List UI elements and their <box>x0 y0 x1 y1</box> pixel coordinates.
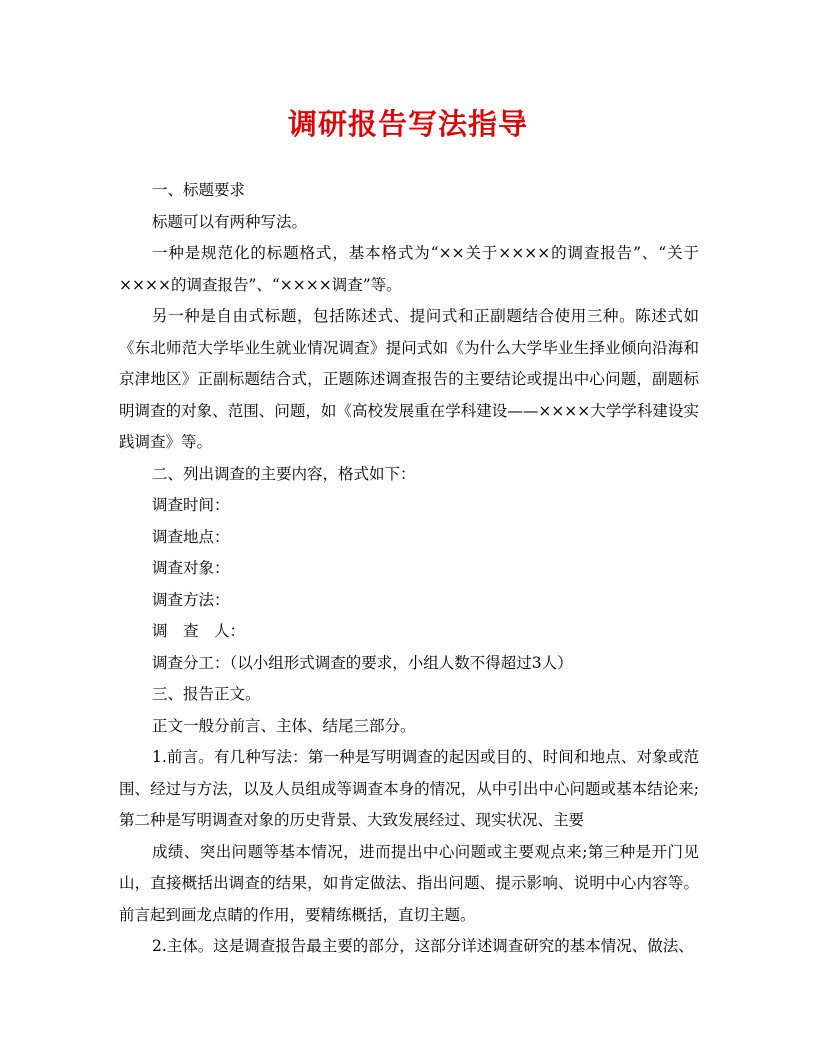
section-heading: 一、标题要求 <box>152 181 246 199</box>
paragraph: 一种是规范化的标题格式，基本格式为“××关于××××的调查报告”、“关于××××的调查报告”、“××××调查”等。 <box>119 244 699 294</box>
paragraph: 另一种是自由式标题，包括陈述式、提问式和正副题结合使用三种。陈述式如《东北师范大学毕业生就业情况调查》提问式如《为什么大学毕业生择业倾向沿海和京津地区》正副标题结合式，正题陈述调查报告的主要结论或提出中心问题，副题标明调查的对象、范围、问题，如《高校发展重在学科建设——××××大学学科建设实践调查》等。 <box>119 307 699 451</box>
paragraph: 标题可以有两种写法。 <box>152 212 308 231</box>
form-field-line: 调 查 人： <box>152 622 246 640</box>
form-field-line: 调查对象： <box>152 559 230 577</box>
form-field-line: 调查地点： <box>152 527 230 546</box>
document-title: 调研报告写法指导 <box>287 107 528 141</box>
document-body <box>119 175 699 963</box>
paragraph: 1.前言。有几种写法：第一种是写明调查的起因或目的、时间和地点、对象或范围、经过与方法，以及人员组成等调查本身的情况，从中引出中心问题或基本结论来;第二种是写明调查对象的历史背景、大致发展经过、现实状况、主要 <box>119 748 699 829</box>
form-field-line: 调查分工：（以小组形式调查的要求，小组人数不得超过3人） <box>152 653 573 672</box>
paragraph: 正文一般分前言、主体、结尾三部分。 <box>152 716 416 735</box>
form-field-line: 调查方法： <box>152 590 230 609</box>
paragraph: 成绩、突出问题等基本情况，进而提出中心问题或主要观点来;第三种是开门见山，直接概括出调查的结果，如肯定做法、指出问题、提示影响、说明中心内容等。前言起到画龙点睛的作用，要精练概括，直切主题。 <box>119 842 699 924</box>
section-heading: 三、报告正文。 <box>152 685 261 703</box>
form-field-line: 调查时间： <box>152 496 230 514</box>
section-heading: 二、列出调查的主要内容，格式如下： <box>152 464 416 483</box>
paragraph: 2.主体。这是调查报告最主要的部分，这部分详述调查研究的基本情况、做法、 <box>152 937 694 955</box>
